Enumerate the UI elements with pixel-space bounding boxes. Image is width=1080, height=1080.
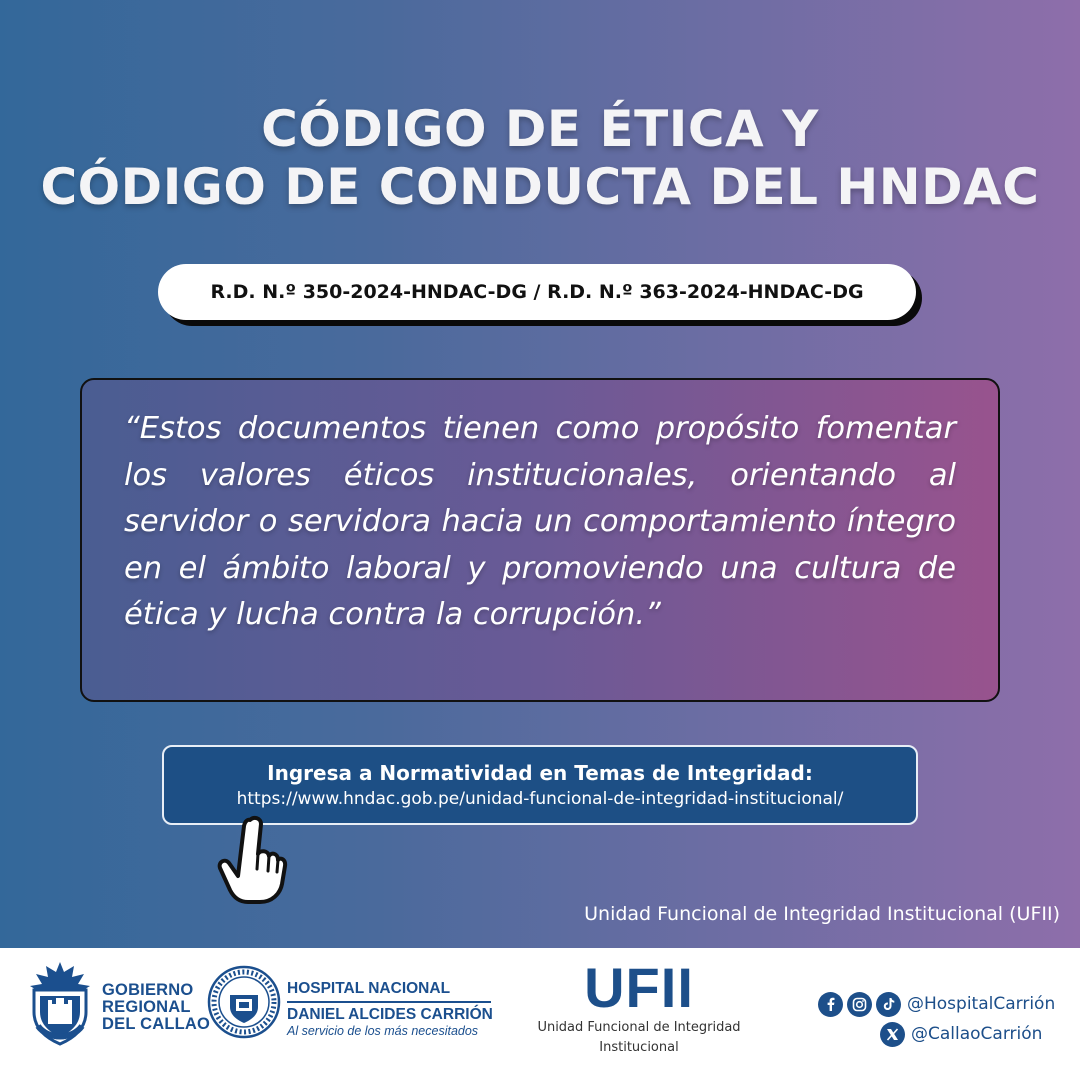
quote-text: “Estos documentos tienen como propósito fomentar los valores éticos institucionales, orientando al servidor o servidora hacia un comportamiento íntegro en el ámbito laboral y promoviendo una cultura de ética y lucha contra la corrupción.” (124, 411, 956, 632)
social-links (818, 989, 1055, 1049)
hospital-tagline: Al servicio de los más necesitados (287, 1024, 479, 1038)
social-handle-1[interactable]: @HospitalCarrión (907, 994, 1056, 1014)
hospital-divider (287, 1001, 491, 1003)
hospital-seal-icon (207, 965, 281, 1039)
hospital-name (287, 980, 491, 1039)
tiktok-icon[interactable] (876, 992, 901, 1017)
facebook-icon[interactable] (818, 992, 843, 1017)
x-twitter-icon[interactable] (880, 1022, 905, 1047)
ufii-caption: Unidad Funcional de Integridad Institucional (537, 1020, 741, 1055)
gobierno-line-3: DEL CALLAO (102, 1015, 211, 1033)
social-row-1 (818, 989, 1055, 1019)
link-heading: Ingresa a Normatividad en Temas de Integridad: (267, 761, 813, 785)
hand-pointer-icon (216, 814, 288, 908)
title-line-1: CÓDIGO DE ÉTICA Y (261, 100, 819, 158)
footer (0, 948, 1080, 1080)
instagram-icon[interactable] (847, 992, 872, 1017)
social-row-2 (818, 1019, 1055, 1049)
social-handle-2[interactable]: @CallaoCarrión (911, 1024, 1043, 1044)
unit-caption: Unidad Funcional de Integridad Institucional (UFII) (584, 903, 1060, 925)
ufii-logo: UFII (584, 956, 694, 1019)
integrity-link-box[interactable] (162, 745, 918, 825)
page-title (0, 100, 1080, 216)
hospital-line-1: HOSPITAL NACIONAL (287, 980, 451, 997)
hospital-line-2: DANIEL ALCIDES CARRIÓN (287, 1006, 493, 1023)
resolution-badge: R.D. N.º 350-2024-HNDAC-DG / R.D. N.º 363-2024-HNDAC-DG (158, 264, 916, 320)
gobierno-line-1: GOBIERNO (102, 981, 194, 999)
gobierno-regional-shield-icon (24, 960, 96, 1046)
gobierno-line-2: REGIONAL (102, 998, 191, 1016)
title-line-2: CÓDIGO DE CONDUCTA DEL HNDAC (40, 158, 1040, 216)
quote-box (80, 378, 1000, 702)
link-url[interactable]: https://www.hndac.gob.pe/unidad-funcional-de-integridad-institucional/ (236, 789, 844, 809)
gobierno-regional-name (102, 982, 210, 1033)
